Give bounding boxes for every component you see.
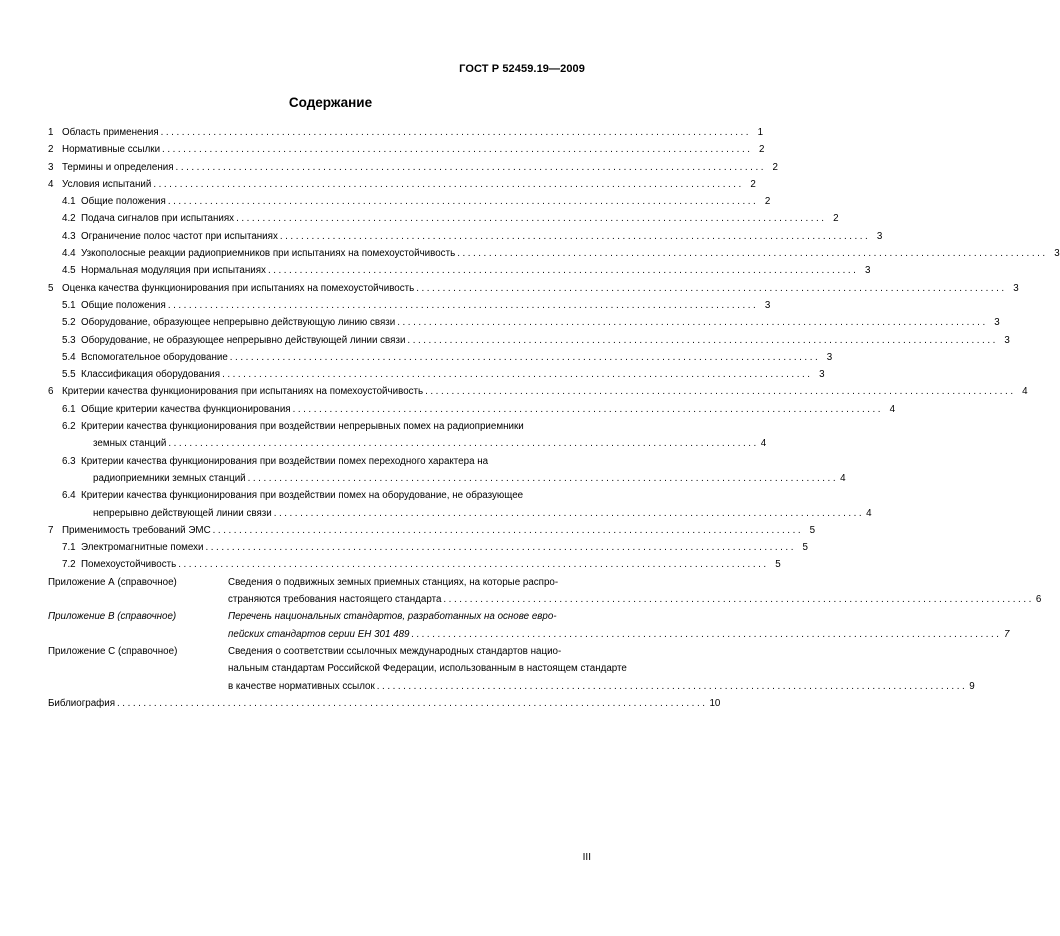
page-title: Содержание xyxy=(288,95,373,110)
entry-page: 5 xyxy=(802,542,808,554)
entry-label: Применимость требований ЭМС xyxy=(62,524,211,536)
dot-leader: ................................................................................................................ xyxy=(162,144,753,156)
entry-number: 6.3 xyxy=(62,455,76,467)
entry-page: 1 xyxy=(757,127,764,138)
entry-number: 7.1 xyxy=(62,542,76,554)
entry-page: 3 xyxy=(876,230,883,242)
entry-label: Общие положения xyxy=(81,299,166,311)
dot-leader: ................................................................................................................ xyxy=(279,230,871,242)
toc-entry-7[interactable] xyxy=(48,522,816,539)
entry-label: Ограничение полос частот при испытаниях xyxy=(81,230,278,242)
appendix-heading: Приложение С (справочное) xyxy=(48,645,178,657)
toc-entry-6-3[interactable] xyxy=(48,453,846,488)
entry-page: 6 xyxy=(1035,594,1042,606)
entry-number: 5.3 xyxy=(62,334,76,346)
toc-entry-4-3[interactable] xyxy=(48,228,883,245)
appendix-title-line2: страняются требования настоящего стандарта xyxy=(228,594,442,606)
toc-entry-5-2[interactable] xyxy=(48,314,1000,331)
entry-page: 3 xyxy=(1054,248,1060,260)
entry-label: Общие критерии качества функционирования xyxy=(81,403,291,415)
entry-page: 3 xyxy=(826,351,833,363)
dot-leader: ................................................................................................................ xyxy=(267,265,859,277)
dot-leader: ................................................................................................................ xyxy=(167,299,759,311)
dot-leader: ................................................................................................................ xyxy=(178,559,769,571)
toc-entry-6-4[interactable] xyxy=(48,487,872,522)
entry-label-line1: Критерии качества функционирования при воздействии непрерывных помех на радиоприемники xyxy=(81,421,524,433)
entry-label: Классификация оборудования xyxy=(81,369,221,381)
entry-number: 4.2 xyxy=(62,213,76,225)
dot-leader: ................................................................................................................ xyxy=(205,542,796,554)
appendix-heading: Приложение А (справочное) xyxy=(48,576,177,588)
entry-page: 4 xyxy=(866,507,872,519)
dot-leader: ................................................................................................................ xyxy=(168,438,759,450)
entry-page: 3 xyxy=(994,317,1000,329)
entry-label: Область применения xyxy=(62,127,159,138)
entry-number: 5.1 xyxy=(62,299,76,311)
dot-leader: ................................................................................................................ xyxy=(411,628,1002,640)
entry-page: 3 xyxy=(1004,334,1010,346)
entry-label: Электромагнитные помехи xyxy=(81,542,204,554)
entry-label-line1: Критерии качества функционирования при воздействии помех переходного характера на xyxy=(81,455,489,467)
dot-leader: ................................................................................................................ xyxy=(167,196,759,208)
entry-number: 5.4 xyxy=(62,351,76,363)
entry-number: 4 xyxy=(48,178,54,190)
entry-number: 5.5 xyxy=(62,369,76,381)
toc-entry-3[interactable] xyxy=(48,159,778,176)
entry-label-line1: Критерии качества функционирования при воздействии помех на оборудование, не образующее xyxy=(81,490,524,502)
dot-leader: ................................................................................................................ xyxy=(397,317,988,329)
page-number: III xyxy=(582,852,591,863)
entry-number: 7.2 xyxy=(62,559,76,571)
toc-entry-2[interactable] xyxy=(48,141,765,158)
dot-leader: ................................................................................................................ xyxy=(175,161,766,173)
entry-label: Термины и определения xyxy=(62,161,174,173)
dot-leader: ................................................................................................................ xyxy=(407,334,998,346)
entry-page: 2 xyxy=(772,161,778,173)
entry-number: 5.2 xyxy=(62,317,76,329)
entry-number: 6.2 xyxy=(62,421,76,433)
toc-entry-5-4[interactable] xyxy=(48,349,833,366)
entry-label: Критерии качества функционирования при испытаниях на помехоустойчивость xyxy=(62,386,424,398)
toc-entry-6[interactable] xyxy=(48,383,1028,400)
appendix-title-line3: в качестве нормативных ссылок xyxy=(228,680,375,692)
toc-entry-4[interactable] xyxy=(48,176,756,193)
entry-page: 10 xyxy=(709,697,721,709)
entry-label-line2: радиоприемники земных станций xyxy=(93,472,246,484)
dot-leader: ................................................................................................................ xyxy=(153,178,744,190)
toc-entry-5-1[interactable] xyxy=(48,297,771,314)
dot-leader: ................................................................................................................ xyxy=(425,386,1016,398)
entry-number: 5 xyxy=(48,282,54,294)
entry-label: Вспомогательное оборудование xyxy=(81,351,228,363)
toc-entry-4-5[interactable] xyxy=(48,262,871,279)
entry-number: 6.1 xyxy=(62,403,76,415)
toc-appendix-a[interactable] xyxy=(48,574,1042,609)
entry-number: 3 xyxy=(48,161,54,173)
toc-appendix-c[interactable] xyxy=(48,643,975,695)
table-of-contents xyxy=(48,124,1060,712)
entry-label: Оценка качества функционирования при испытаниях на помехоустойчивость xyxy=(62,282,415,294)
dot-leader: ................................................................................................................ xyxy=(236,213,827,225)
toc-entry-bibliography[interactable] xyxy=(48,695,721,712)
toc-entry-4-4[interactable] xyxy=(48,245,1060,262)
appendix-title-line1: Сведения о соответствии ссылочных международных стандартов нацио- xyxy=(228,645,562,657)
document-code: ГОСТ Р 52459.19—2009 xyxy=(459,63,585,75)
entry-label: Оборудование, не образующее непрерывно действующей линии связи xyxy=(81,334,406,346)
entry-label: Условия испытаний xyxy=(62,178,152,190)
appendix-heading: Приложение В (справочное) xyxy=(48,611,177,623)
entry-number: 4.1 xyxy=(62,196,76,208)
entry-page: 4 xyxy=(1022,386,1028,398)
entry-page: 3 xyxy=(864,265,871,277)
dot-leader: ................................................................................................................ xyxy=(443,594,1034,606)
entry-number: 7 xyxy=(48,524,54,536)
appendix-title-line2: нальным стандартам Российской Федерации, использованным в настоящем стандарте xyxy=(228,663,627,675)
entry-number: 2 xyxy=(48,144,54,156)
dot-leader: ................................................................................................................ xyxy=(376,680,968,692)
dot-leader: ................................................................................................................ xyxy=(457,248,1048,260)
dot-leader: ................................................................................................................ xyxy=(117,697,708,709)
entry-label: Нормальная модуляция при испытаниях xyxy=(81,265,266,277)
entry-page: 9 xyxy=(969,680,975,692)
dot-leader: ................................................................................................................ xyxy=(212,524,804,536)
dot-leader: ................................................................................................................ xyxy=(222,369,813,381)
entry-label: Библиография xyxy=(48,697,116,709)
entry-label: Узкополосные реакции радиоприемников при испытаниях на помехоустойчивость xyxy=(81,248,456,260)
dot-leader: ................................................................................................................ xyxy=(247,472,839,484)
entry-number: 4.5 xyxy=(62,265,76,277)
appendix-title-line1: Перечень национальных стандартов, разработанных на основе евро- xyxy=(228,611,557,623)
toc-entry-5[interactable] xyxy=(48,280,1019,297)
entry-label: Помехоустойчивость xyxy=(81,559,177,571)
entry-page: 3 xyxy=(1013,282,1019,294)
entry-label-line2: земных станций xyxy=(93,438,167,450)
toc-appendix-b[interactable] xyxy=(48,608,1010,643)
entry-number: 4.3 xyxy=(62,230,76,242)
entry-label-line2: непрерывно действующей линии связи xyxy=(93,507,272,519)
entry-page: 7 xyxy=(1003,628,1010,640)
entry-page: 5 xyxy=(809,524,816,536)
entry-label: Нормативные ссылки xyxy=(62,144,161,156)
entry-label: Общие положения xyxy=(81,196,166,208)
entry-number: 4.4 xyxy=(62,248,76,260)
dot-leader: ................................................................................................................ xyxy=(229,351,821,363)
entry-number: 1 xyxy=(48,127,54,138)
entry-page: 4 xyxy=(760,438,767,450)
entry-page: 2 xyxy=(764,196,771,208)
appendix-title-line2: пейских стандартов серии ЕН 301 489 xyxy=(228,628,410,640)
toc-entry-7-1[interactable] xyxy=(48,539,808,556)
entry-page: 2 xyxy=(759,144,765,156)
dot-leader: ................................................................................................................ xyxy=(416,282,1007,294)
entry-page: 2 xyxy=(750,178,756,190)
dot-leader: ................................................................................................................ xyxy=(273,507,865,519)
entry-page: 3 xyxy=(819,369,825,381)
entry-page: 4 xyxy=(889,403,896,415)
entry-label: Подача сигналов при испытаниях xyxy=(81,213,235,225)
toc-entry-6-1[interactable] xyxy=(48,401,896,418)
entry-page: 3 xyxy=(764,299,771,311)
entry-page: 2 xyxy=(833,213,839,225)
entry-page: 4 xyxy=(840,472,846,484)
toc-entry-7-2[interactable] xyxy=(48,556,781,573)
entry-page: 5 xyxy=(775,559,781,571)
entry-number: 6.4 xyxy=(62,490,76,502)
entry-label: Оборудование, образующее непрерывно действующую линию связи xyxy=(81,317,396,329)
dot-leader: ................................................................................................................ xyxy=(292,403,884,415)
toc-entry-1[interactable] xyxy=(48,124,764,141)
entry-number: 6 xyxy=(48,386,54,398)
toc-entry-4-1[interactable] xyxy=(48,193,771,210)
toc-entry-5-3[interactable] xyxy=(48,332,1010,349)
toc-entry-5-5[interactable] xyxy=(48,366,825,383)
toc-entry-4-2[interactable] xyxy=(48,210,839,227)
toc-entry-6-2[interactable] xyxy=(48,418,767,453)
appendix-title-line1: Сведения о подвижных земных приемных станциях, на которые распро- xyxy=(228,576,559,588)
dot-leader: ................................................................................................................ xyxy=(160,127,752,138)
